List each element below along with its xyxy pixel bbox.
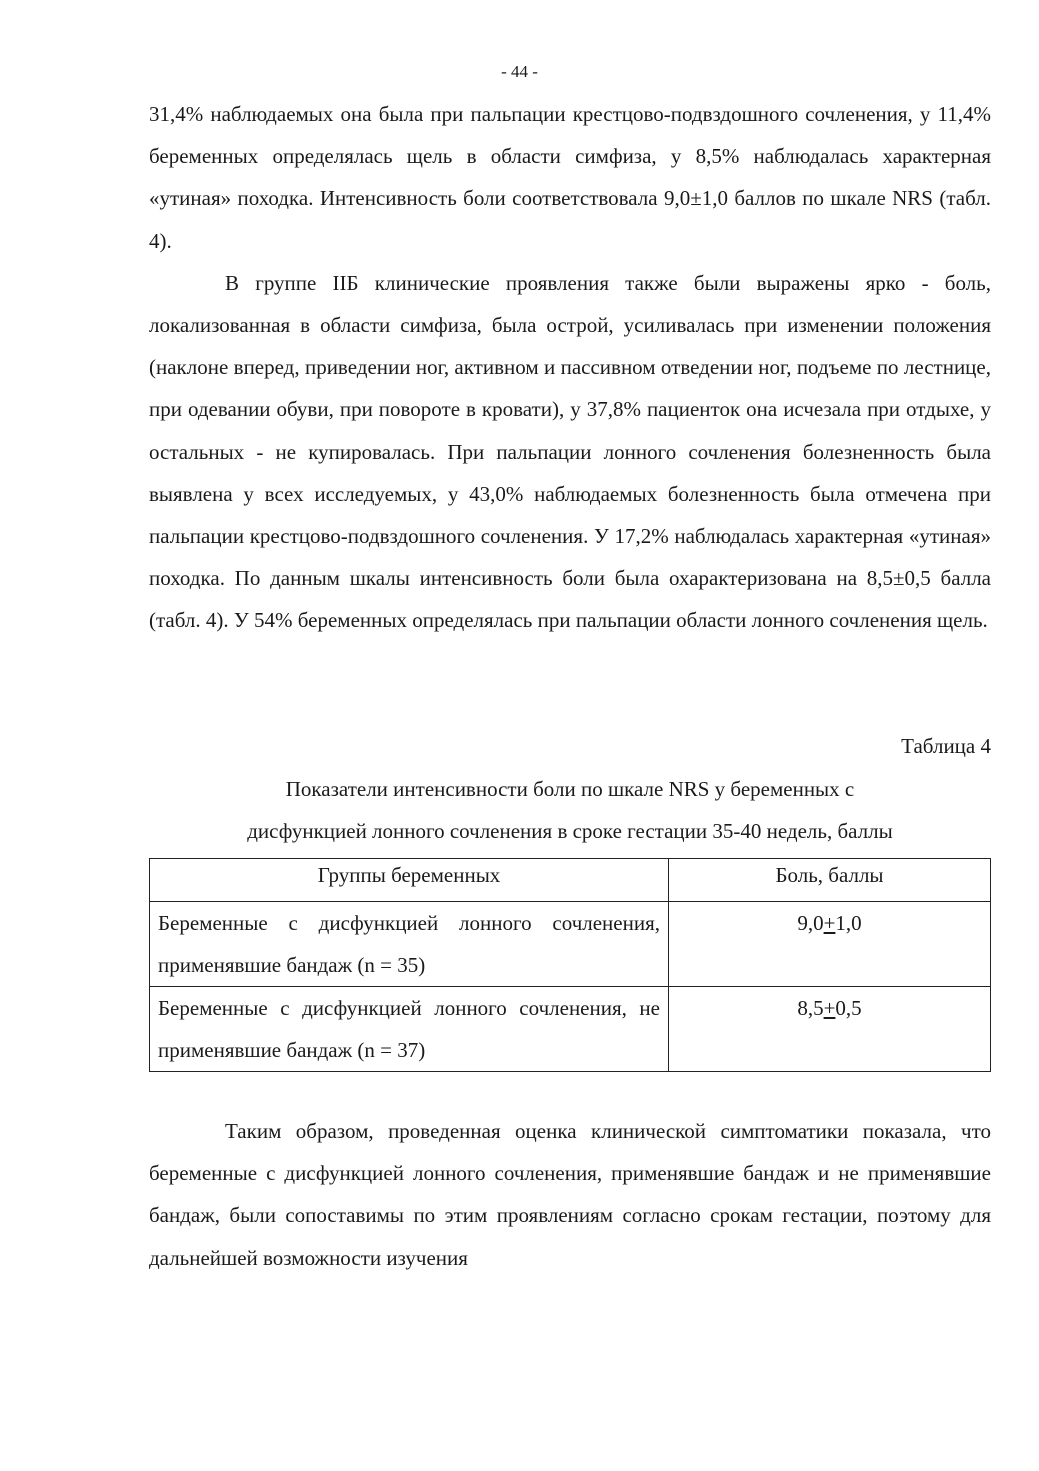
pain-error: 1,0 [835, 911, 862, 935]
header-groups: Группы беременных [150, 859, 669, 902]
table-row [150, 902, 991, 987]
table-row [150, 987, 991, 1072]
table-label: Таблица 4 [901, 734, 991, 758]
plus-minus-sign: + [823, 911, 836, 935]
plus-minus-sign: + [823, 996, 836, 1020]
paragraph-2: В группе IIБ клинические проявления также были выражены ярко - боль, локализованная в области симфиза, была острой, усиливалась при изменении положения (наклоне вперед, приведении ног, активном и пассивном отведении ног, подъеме по лестнице, при одевании обуви, при повороте в кровати), у 37,8% пациенток она исчезала при отдыхе, у остальных - не купировалась. При пальпации лонного сочленения болезненность была выявлена у всех исследуемых, у 43,0% наблюдаемых болезненность была отмечена при пальпации крестцово-подвздошного сочленения. У 17,2% наблюдалась характерная «утиная» походка. По данным шкалы интенсивность боли была охарактеризована на 8,5±0,5 балла (табл. 4). У 54% беременных определялась при пальпации области лонного сочленения щель. [149, 270, 991, 633]
table-caption-line-1: Показатели интенсивности боли по шкале NRS у беременных с [285, 777, 855, 801]
page-number: - 44 - [501, 62, 538, 81]
pain-cell [669, 902, 991, 987]
table-header-row [150, 859, 991, 902]
body-text-top [149, 93, 991, 642]
table-caption-line-2: дисфункцией лонного сочленения в сроке гестации 35-40 недель, баллы [247, 819, 893, 843]
group-cell: Беременные с дисфункцией лонного сочленения, применявшие бандаж (n = 35) [150, 902, 669, 987]
table-caption [149, 768, 991, 852]
group-cell: Беременные с дисфункцией лонного сочленения, не применявшие бандаж (n = 37) [150, 987, 669, 1072]
pain-error: 0,5 [835, 996, 862, 1020]
body-text-bottom [149, 1110, 991, 1279]
paragraph-3: Таким образом, проведенная оценка клинической симптоматики показала, что беременные с дисфункцией лонного сочленения, применявшие бандаж и не применявшие бандаж, были сопоставимы по этим проявлениям согласно срокам гестации, поэтому для дальнейшей возможности изучения [149, 1119, 991, 1270]
pain-value: 8,5 [797, 996, 824, 1020]
pain-value: 9,0 [797, 911, 824, 935]
header-pain: Боль, баллы [669, 859, 991, 902]
paragraph-1: 31,4% наблюдаемых она была при пальпации крестцово-подвздошного сочленения, у 11,4% беременных определялась щель в области симфиза, у 8,5% наблюдалась характерная «утиная» походка. Интенсивность боли соответствовала 9,0±1,0 баллов по шкале NRS (табл. 4). [149, 102, 991, 253]
pain-intensity-table [149, 858, 991, 1072]
pain-cell [669, 987, 991, 1072]
